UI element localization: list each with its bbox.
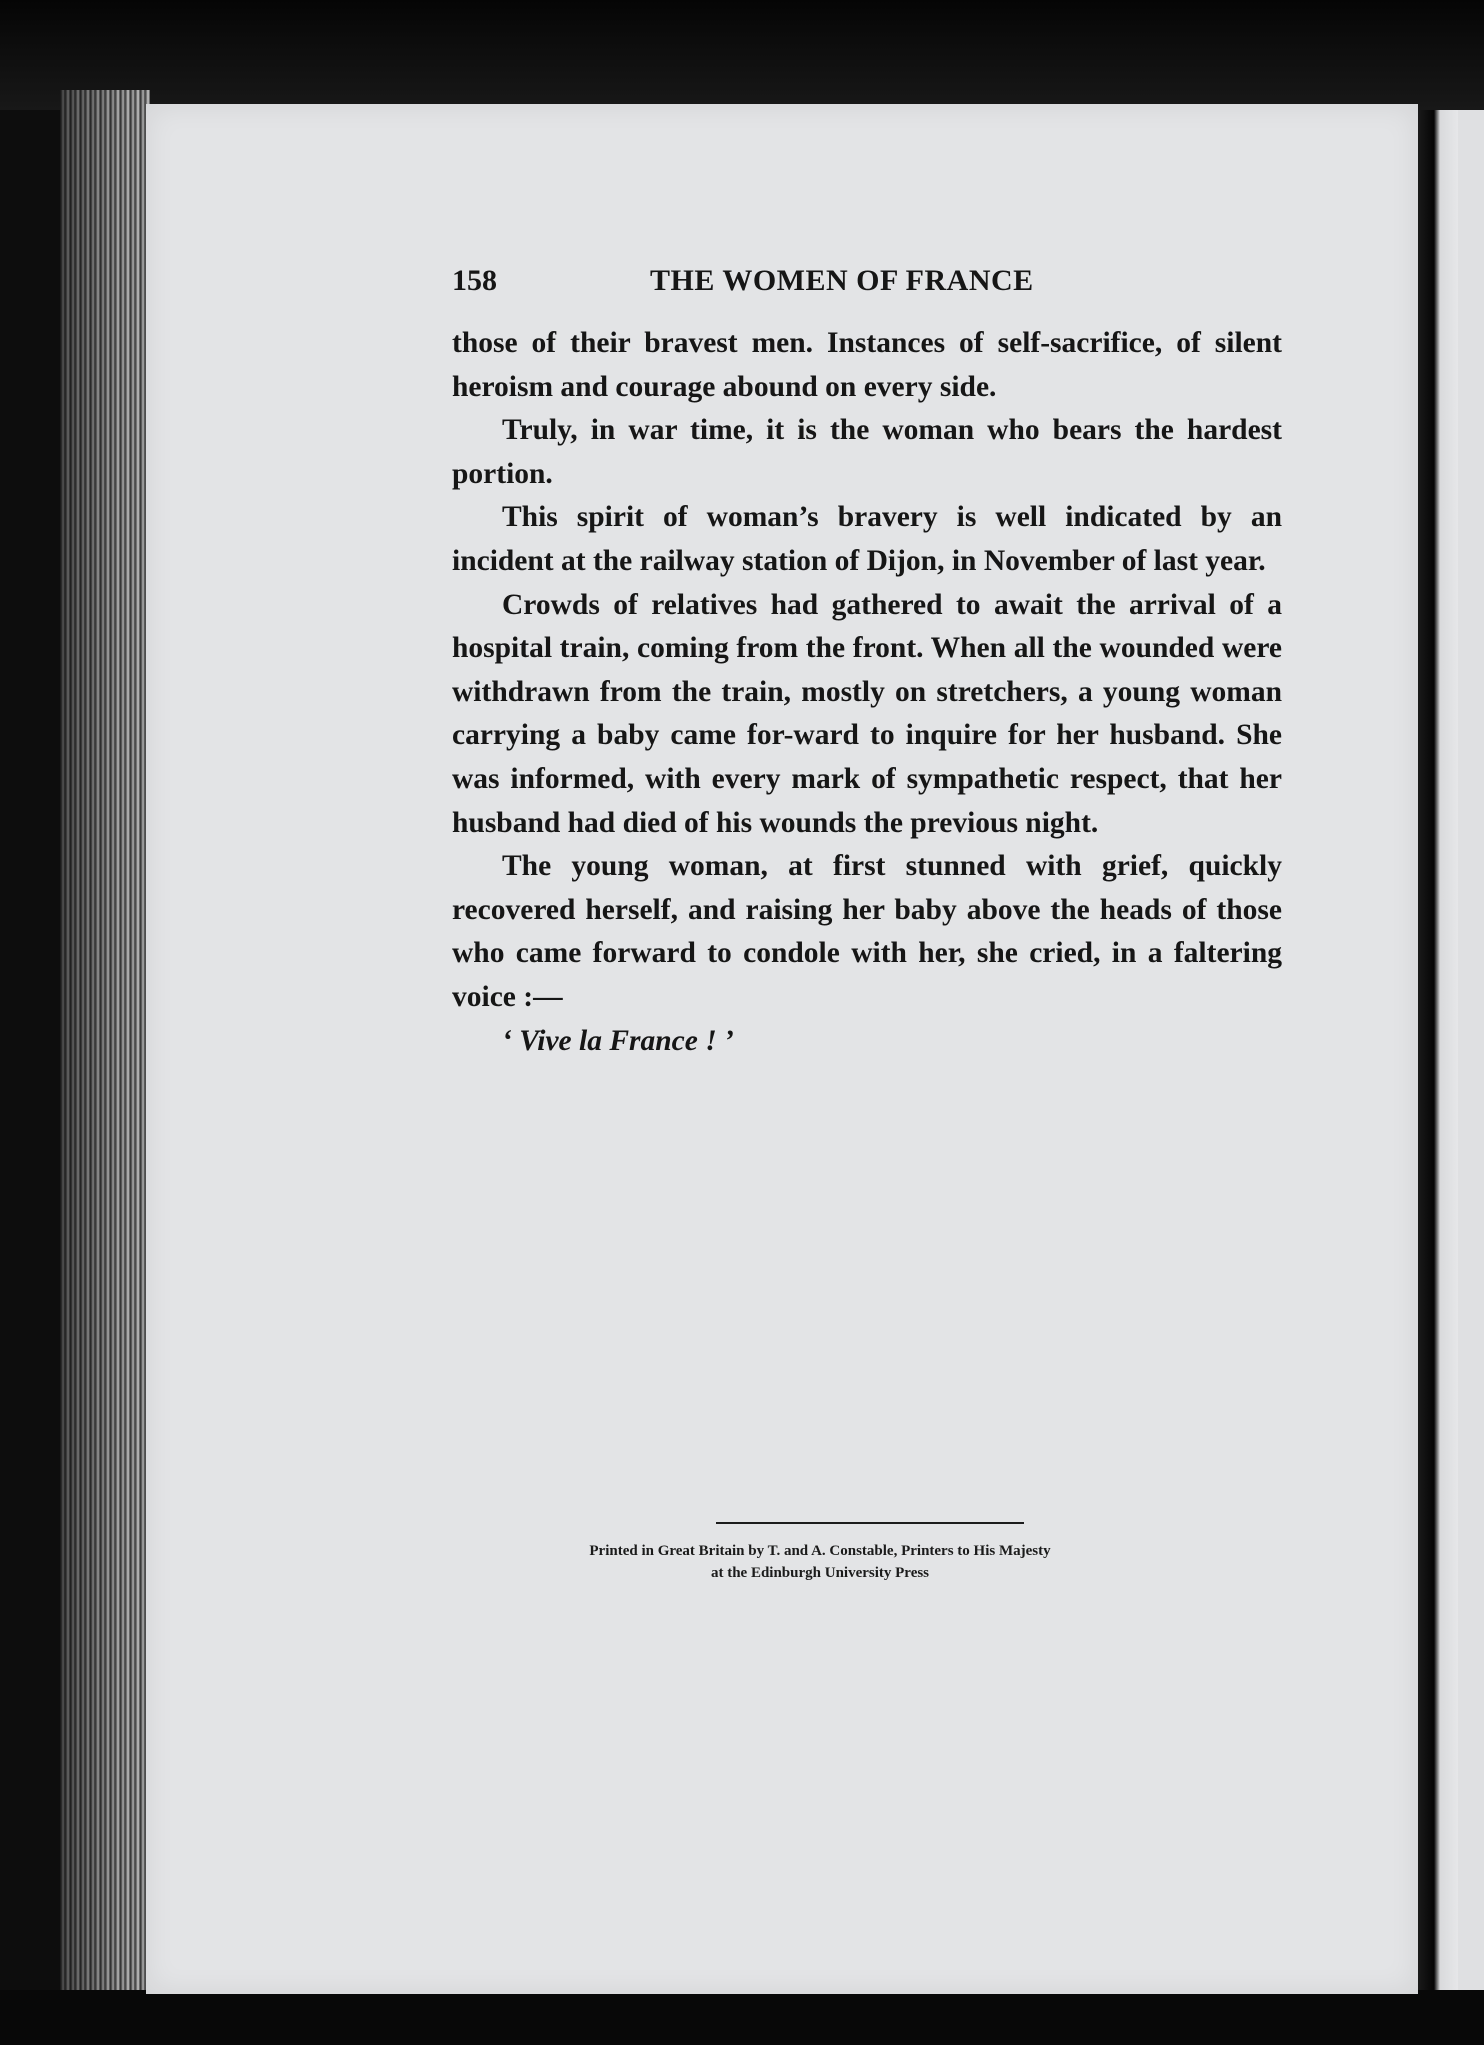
printer-imprint — [560, 1540, 1080, 1584]
paragraph: The young woman, at first stunned with grief, quickly recovered herself, and raising her baby above the heads of those who came forward to condole with her, she cried, in a faltering voice :— — [452, 850, 1282, 1013]
body-text — [452, 322, 1282, 1063]
running-title: THE WOMEN OF FRANCE — [650, 264, 1034, 297]
scan-background-top — [0, 0, 1484, 110]
paragraph-exclamation: ‘ Vive la France ! ’ — [502, 1024, 734, 1057]
imprint-rule — [716, 1522, 1024, 1524]
scan-background-bottom — [0, 1990, 1484, 2045]
paragraph: Crowds of relatives had gathered to await the arrival of a hospital train, coming from the front. When all the wounded were withdrawn from the train, mostly on stretchers, a young woman carrying a baby came for-ward to inquire for her husband. She was informed, with every mark of sympathetic respect, that her husband had died of his wounds the previous night. — [452, 588, 1282, 839]
facing-page-edge — [1458, 110, 1484, 2000]
running-head — [452, 264, 1282, 308]
facing-page-gutter — [1418, 110, 1458, 2000]
page-number: 158 — [452, 264, 497, 297]
paragraph-continuation: those of their bravest men. Instances of self-sacrifice, of silent heroism and courage abound on every side. — [452, 327, 1282, 403]
imprint-line: Printed in Great Britain by T. and A. Constable, Printers to His Majesty — [589, 1543, 1051, 1559]
paragraph: This spirit of woman’s bravery is well indicated by an incident at the railway station of Dijon, in November of last year. — [452, 501, 1282, 577]
imprint-line: at the Edinburgh University Press — [710, 1565, 930, 1581]
book-page-edges-shadow — [60, 90, 150, 2000]
paragraph: Truly, in war time, it is the woman who bears the hardest portion. — [452, 414, 1282, 490]
